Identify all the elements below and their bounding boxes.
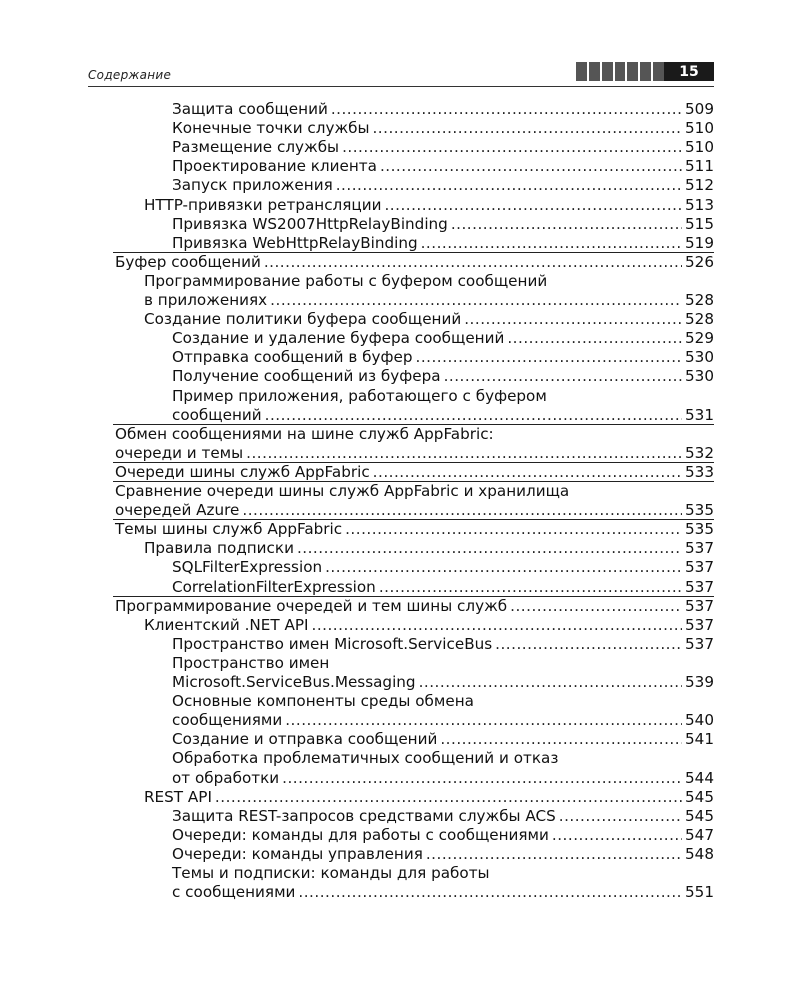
dot-leader <box>380 157 682 176</box>
toc-entry[interactable] <box>144 310 714 329</box>
dot-leader <box>379 578 682 597</box>
toc-page-number: 530 <box>685 348 714 367</box>
toc-page-number: 537 <box>685 596 714 615</box>
toc-entry-title: очереди и темы <box>115 443 244 462</box>
toc-entry-line: Основные компоненты среды обмена <box>172 692 474 711</box>
dot-leader <box>451 215 682 234</box>
toc-page-number: 537 <box>685 539 714 558</box>
toc-page-number: 531 <box>685 405 714 424</box>
toc-entry-title: от обработки <box>172 768 280 787</box>
dot-leader <box>242 501 682 520</box>
toc-entry[interactable] <box>172 215 714 234</box>
toc-entry-title: Отправка сообщений в буфер <box>172 348 413 367</box>
toc-entry[interactable] <box>172 711 714 730</box>
stripe <box>653 62 664 81</box>
toc-page-number: 513 <box>685 195 714 214</box>
dot-leader <box>298 883 682 902</box>
toc-entry-title: REST API <box>144 787 212 806</box>
toc-entry[interactable] <box>172 157 714 176</box>
stripe <box>589 62 600 81</box>
toc-entry[interactable] <box>172 845 714 864</box>
dot-leader <box>285 711 682 730</box>
toc-entry[interactable] <box>172 826 714 845</box>
toc-page-number: 551 <box>685 883 714 902</box>
dot-leader <box>345 520 682 539</box>
toc-entry-title: Конечные точки службы <box>172 119 370 138</box>
toc-page-number: 510 <box>685 119 714 138</box>
dot-leader <box>265 406 682 425</box>
toc-entry[interactable] <box>172 119 714 138</box>
toc-entry-line: Темы и подписки: команды для работы <box>172 864 490 882</box>
toc-entry-title: Клиентский .NET API <box>144 615 309 634</box>
toc-entry[interactable] <box>172 176 714 195</box>
toc-entry[interactable] <box>172 730 714 749</box>
dot-leader <box>325 558 682 577</box>
toc-page-number: 537 <box>685 634 714 653</box>
header-rule <box>88 86 714 87</box>
toc-page-number: 511 <box>685 157 714 176</box>
toc-entry-title: SQLFilterExpression <box>172 558 323 577</box>
toc-entry[interactable] <box>172 367 714 386</box>
dot-leader <box>421 234 682 253</box>
stripe <box>576 62 587 81</box>
header-stripes <box>576 62 664 81</box>
toc-entry[interactable] <box>172 138 714 157</box>
toc-entry-title: Очереди: команды для работы с сообщениями <box>172 825 549 844</box>
toc-entry[interactable] <box>172 769 714 788</box>
toc-entry-title: очередей Azure <box>115 501 240 520</box>
toc-entry[interactable] <box>115 444 714 463</box>
toc-entry-title: в приложениях <box>144 291 268 309</box>
toc-entry[interactable] <box>115 463 714 482</box>
dot-leader <box>342 138 682 157</box>
toc-entry-title: Привязка WS2007HttpRelayBinding <box>172 214 448 233</box>
toc-page-number: 519 <box>685 233 714 252</box>
dot-leader <box>215 788 682 807</box>
dot-leader <box>297 539 682 558</box>
dot-leader <box>270 291 682 310</box>
toc-entry-title: сообщений <box>172 405 262 424</box>
toc-entry-title: Создание и удаление буфера сообщений <box>172 329 505 348</box>
toc-entry[interactable] <box>172 100 714 119</box>
toc-page-number: 545 <box>685 787 714 806</box>
toc-entry[interactable] <box>172 329 714 348</box>
toc-page-number: 548 <box>685 844 714 863</box>
toc-entry-line: Пример приложения, работающего с буфером <box>172 386 547 405</box>
toc-entry[interactable] <box>172 558 714 577</box>
toc-entry-title: Защита сообщений <box>172 100 328 118</box>
dot-leader <box>282 769 682 788</box>
toc-entry[interactable] <box>172 578 714 597</box>
toc-entry-title: Размещение службы <box>172 138 340 157</box>
toc-entry[interactable] <box>144 788 714 807</box>
toc-page-number: 515 <box>685 214 714 233</box>
toc-entry[interactable] <box>172 673 714 692</box>
dot-leader <box>510 597 682 616</box>
toc-page-number: 537 <box>685 577 714 596</box>
toc-page-number: 532 <box>685 443 714 462</box>
toc-entry-line: Пространство имен <box>172 653 330 672</box>
toc-entry-title: сообщениями <box>172 711 283 730</box>
toc-entry-title: Правила подписки <box>144 539 294 558</box>
toc-entry-line: Программирование работы с буфером сообщений <box>144 271 548 290</box>
toc-page-number: 530 <box>685 367 714 386</box>
toc-entry-title: Привязка WebHttpRelayBinding <box>172 233 418 252</box>
toc-page-number: 537 <box>685 615 714 634</box>
toc-entry-title: Microsoft.ServiceBus.Messaging <box>172 673 416 691</box>
toc-page-number: 544 <box>685 768 714 787</box>
toc-entry-title: Пространство имен Microsoft.ServiceBus <box>172 634 493 653</box>
toc-entry[interactable] <box>172 234 714 253</box>
toc-entry[interactable] <box>144 616 714 635</box>
toc-page-number: 547 <box>685 825 714 844</box>
dot-leader <box>559 807 682 826</box>
dot-leader <box>440 730 682 749</box>
dot-leader <box>419 673 682 692</box>
dot-leader <box>464 310 682 329</box>
toc-entry[interactable] <box>144 291 714 310</box>
dot-leader <box>384 196 682 215</box>
toc-page-number: 510 <box>685 138 714 157</box>
dot-leader <box>426 845 682 864</box>
toc-entry-line: Обработка проблематичных сообщений и отказ <box>172 749 559 768</box>
toc-entry-title: Буфер сообщений <box>115 252 261 271</box>
toc-entry[interactable] <box>144 196 714 215</box>
toc-entry[interactable] <box>172 807 714 826</box>
toc-entry-title: Темы шины служб AppFabric <box>115 520 343 539</box>
toc-page-number: 539 <box>685 673 714 691</box>
stripe <box>602 62 613 81</box>
toc-entry-line: Сравнение очереди шины служб AppFabric и хранилища <box>115 482 570 500</box>
toc-entry-title: Очереди шины служб AppFabric <box>115 462 370 481</box>
toc-entry[interactable] <box>115 597 714 616</box>
toc-entry-title: HTTP-привязки ретрансляции <box>144 195 382 214</box>
dot-leader <box>264 253 682 272</box>
toc-entry[interactable] <box>115 501 714 520</box>
dot-leader <box>552 826 682 845</box>
toc-page-number: 535 <box>685 520 714 539</box>
dot-leader <box>495 635 682 654</box>
section-title: Содержание <box>88 68 172 82</box>
dot-leader <box>312 616 683 635</box>
toc-entry-title: Защита REST-запросов средствами службы ACS <box>172 806 556 825</box>
toc-entry[interactable] <box>172 348 714 367</box>
toc-page-number: 535 <box>685 501 714 520</box>
toc-entry-title: Программирование очередей и тем шины служб <box>115 596 508 615</box>
dot-leader <box>507 329 682 348</box>
toc-page-number: 509 <box>685 100 714 118</box>
toc-entry-title: Создание и отправка сообщений <box>172 730 438 749</box>
toc-entry[interactable] <box>115 253 714 272</box>
stripe <box>627 62 638 81</box>
toc-page-number: 545 <box>685 806 714 825</box>
toc-page-number: 528 <box>685 291 714 309</box>
toc-page-number: 541 <box>685 730 714 749</box>
toc-page-number: 540 <box>685 711 714 730</box>
toc-entry[interactable] <box>144 539 714 558</box>
dot-leader <box>373 463 682 482</box>
toc-entry[interactable] <box>172 406 714 425</box>
toc-entry-title: с сообщениями <box>172 883 296 902</box>
stripe <box>615 62 626 81</box>
page-number: 15 <box>664 62 714 81</box>
toc-page-number: 528 <box>685 310 714 329</box>
toc-entry-line: Обмен сообщениями на шине служб AppFabric: <box>115 424 494 443</box>
toc-page-number: 529 <box>685 329 714 348</box>
toc-entry[interactable] <box>172 635 714 654</box>
toc-entry-title: Очереди: команды управления <box>172 844 423 863</box>
dot-leader <box>372 119 682 138</box>
dot-leader <box>444 367 682 386</box>
toc-page-number: 512 <box>685 176 714 195</box>
stripe <box>640 62 651 81</box>
toc-entry[interactable] <box>115 520 714 539</box>
toc-entry-title: Запуск приложения <box>172 176 333 195</box>
toc-entry-title: Получение сообщений из буфера <box>172 367 441 386</box>
dot-leader <box>331 100 682 119</box>
dot-leader <box>416 348 683 367</box>
dot-leader <box>336 176 682 195</box>
toc-page-number: 533 <box>685 462 714 481</box>
toc-entry[interactable] <box>172 883 714 902</box>
dot-leader <box>246 444 682 463</box>
toc-page-number: 537 <box>685 558 714 577</box>
toc-entry-title: Проектирование клиента <box>172 157 377 176</box>
toc-entry-title: Создание политики буфера сообщений <box>144 310 462 329</box>
toc-entry-title: CorrelationFilterExpression <box>172 577 376 596</box>
toc-page-number: 526 <box>685 252 714 271</box>
